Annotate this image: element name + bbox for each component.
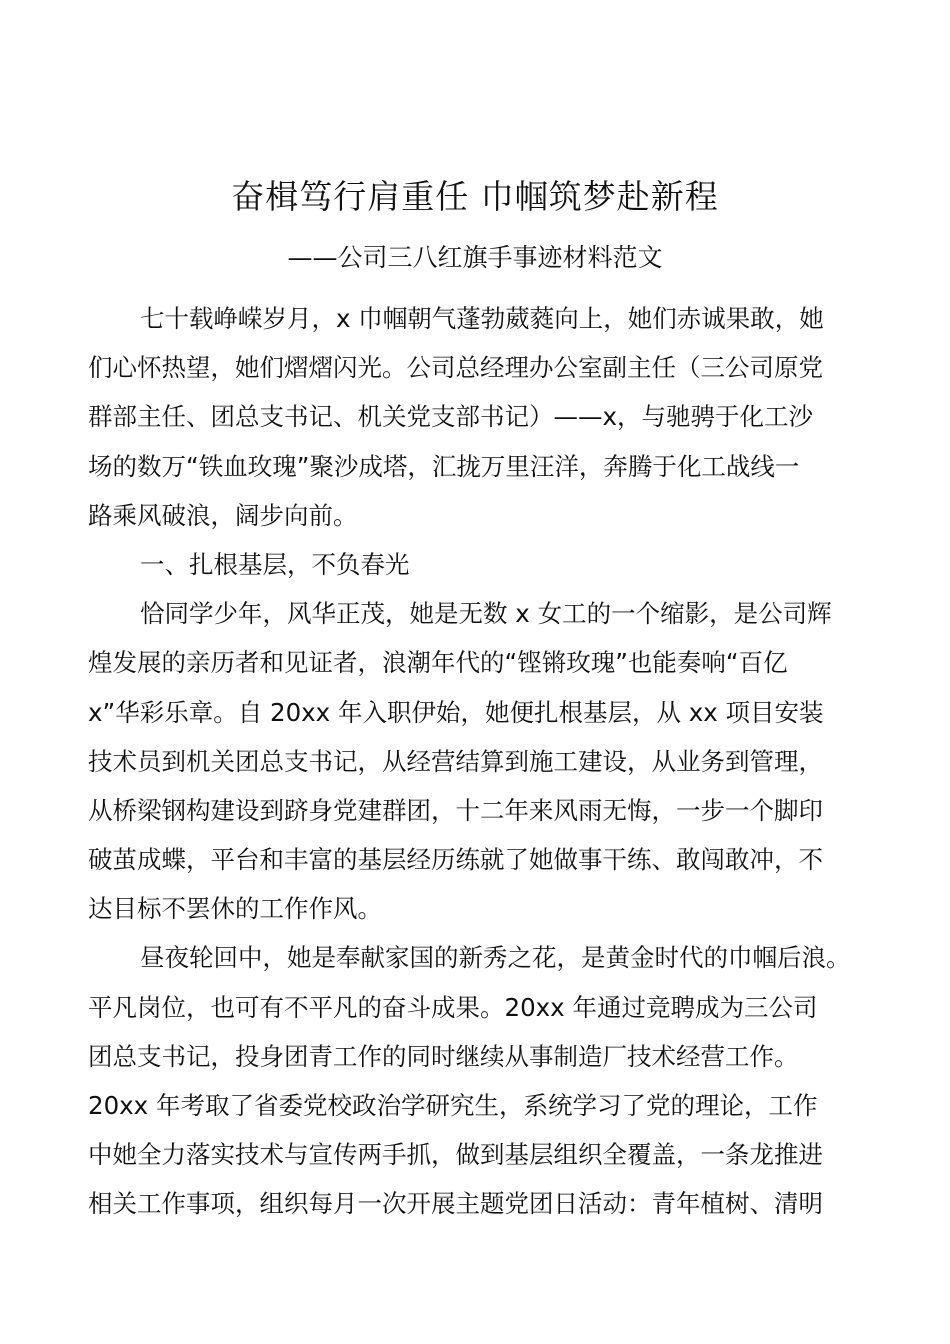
paragraph-line: 20xx 年考取了省委党校政治学研究生，系统学习了党的理论，工作 bbox=[88, 1091, 818, 1120]
paragraph-line: 破茧成蝶，平台和丰富的基层经历练就了她做事干练、敢闯敢冲，不 bbox=[88, 845, 823, 875]
paragraph-line: 煌发展的亲历者和见证者，浪潮年代的“铿锵玫瑰”也能奏响“百亿 bbox=[88, 648, 788, 678]
paragraph-line: x”华彩乐章。自 20xx 年入职伊始，她便扎根基层，从 xx 项目安装 bbox=[88, 697, 824, 727]
paragraph-line: 平凡岗位，也可有不平凡的奋斗成果。20xx 年通过竞聘成为三公司 bbox=[88, 992, 818, 1022]
paragraph-line: 昼夜轮回中，她是奉献家国的新秀之花，是黄金时代的巾帼后浪。 bbox=[140, 943, 851, 973]
paragraph-line: 恰同学少年，风华正茂，她是无数 x 女工的一个缩影，是公司辉 bbox=[140, 599, 832, 629]
section-heading: 一、扎根基层，不负春光 bbox=[140, 549, 410, 579]
paragraph-line: 群部主任、团总支书记、机关党支部书记）——x，与驰骋于化工沙 bbox=[88, 402, 813, 432]
paragraph-line: 七十载峥嵘岁月，x 巾帼朝气蓬勃葳蕤向上，她们赤诚果敢，她 bbox=[140, 304, 824, 333]
paragraph-line: 技术员到机关团总支书记，从经营结算到施工建设，从业务到管理， bbox=[88, 746, 823, 776]
document-title: 奋楫笃行肩重任 巾帼筑梦赴新程 bbox=[231, 177, 719, 216]
paragraph-line: 中她全力落实技术与宣传两手抓，做到基层组织全覆盖，一条龙推进 bbox=[88, 1140, 823, 1170]
document-body bbox=[88, 294, 878, 1229]
paragraph-line: 场的数万“铁血玫瑰”聚沙成塔，汇拢万里汪洋，奔腾于化工战线一 bbox=[88, 451, 800, 481]
paragraph-line: 们心怀热望，她们熠熠闪光。公司总经理办公室副主任（三公司原党 bbox=[88, 353, 823, 383]
document-subtitle: ——公司三八红旗手事迹材料范文 bbox=[287, 243, 663, 272]
paragraph-line: 达目标不罢休的工作作风。 bbox=[88, 894, 382, 924]
paragraph-line: 团总支书记，投身团青工作的同时继续从事制造厂技术经营工作。 bbox=[88, 1041, 799, 1071]
paragraph-line: 路乘风破浪，阔步向前。 bbox=[88, 500, 358, 530]
paragraph-line: 相关工作事项，组织每月一次开展主题党团日活动：青年植树、清明 bbox=[88, 1189, 823, 1219]
paragraph-line: 从桥梁钢构建设到跻身党建群团，十二年来风雨无悔，一步一个脚印 bbox=[88, 795, 823, 825]
